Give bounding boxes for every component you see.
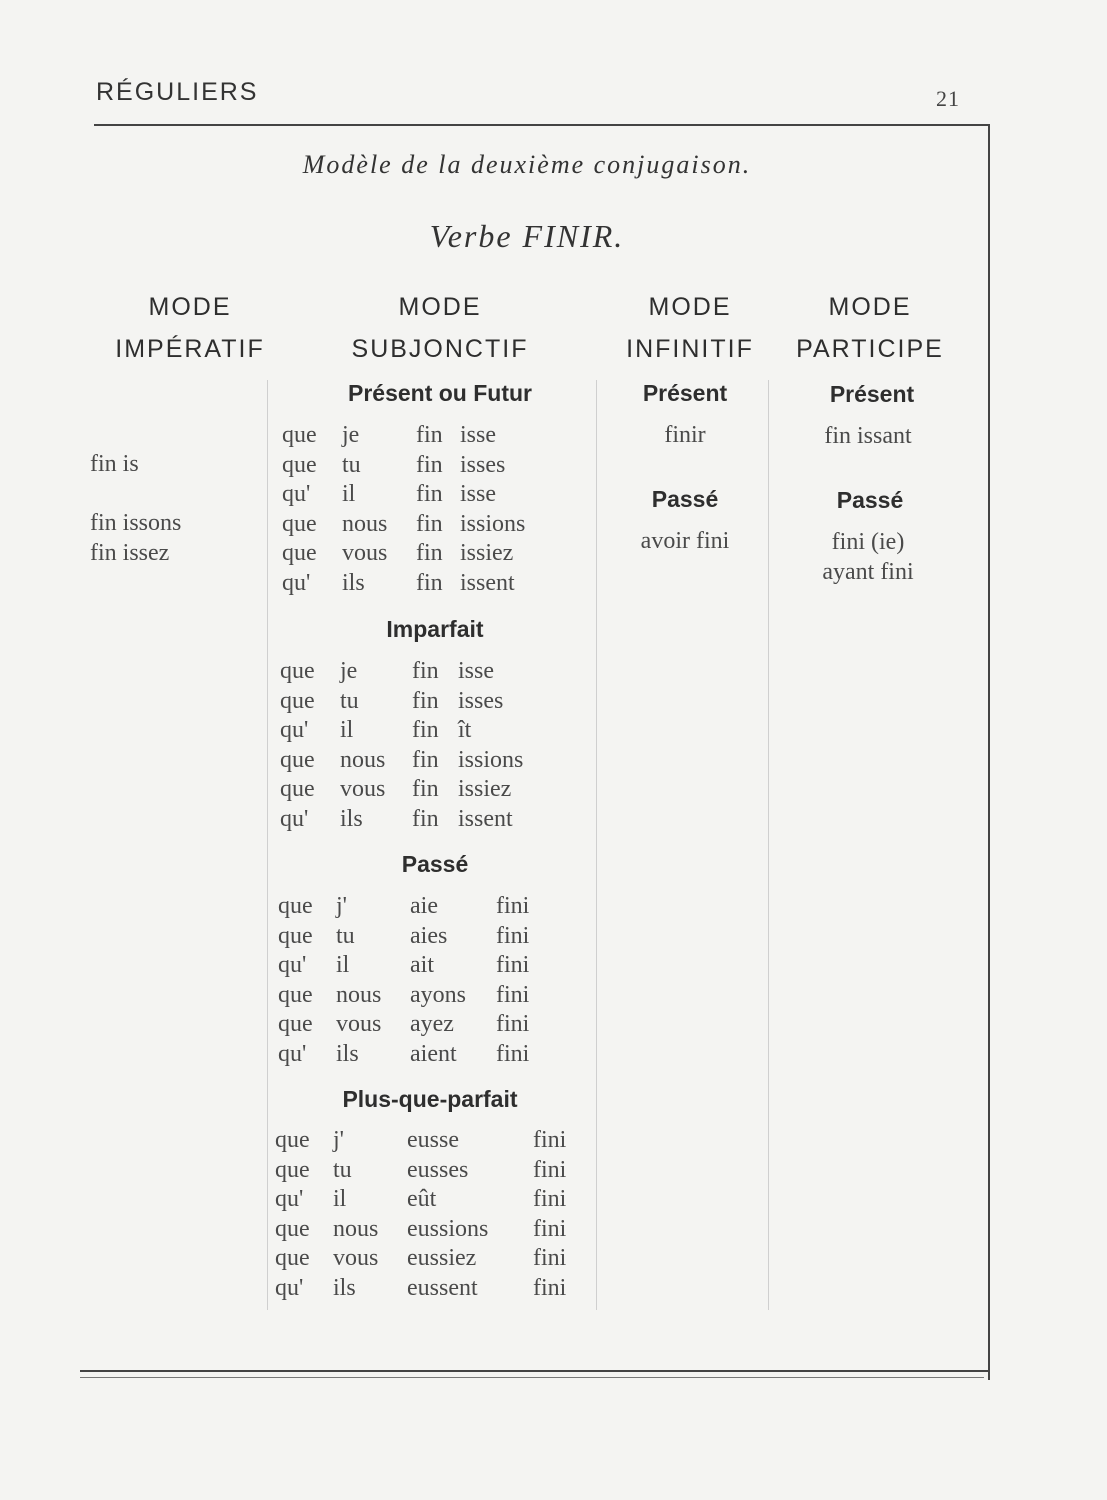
- mode-subjonctif-heading: [310, 286, 570, 370]
- ending-or-participle: fini: [533, 1156, 567, 1183]
- ending-or-participle: isse: [458, 658, 494, 684]
- stem-or-auxiliary: ayons: [410, 981, 466, 1008]
- conjunction: que: [280, 746, 315, 773]
- ending-or-participle: fini: [496, 1040, 530, 1067]
- imperatif-form: fin is: [90, 451, 139, 477]
- mode-infinitif-heading: [605, 286, 775, 370]
- conjugation-row: [282, 510, 582, 540]
- ending-or-participle: fini: [496, 922, 530, 949]
- stem-or-auxiliary: eusse: [407, 1127, 459, 1153]
- column-divider: [596, 380, 597, 1310]
- participe-present-label: Présent: [829, 381, 915, 407]
- mode-name: SUBJONCTIF: [351, 335, 529, 363]
- pronoun: ils: [340, 805, 363, 832]
- conjugation-row: [278, 922, 578, 952]
- mode-label: MODE: [828, 293, 912, 321]
- conjugation-row: [280, 716, 580, 746]
- pronoun: j': [336, 893, 347, 919]
- column-divider: [267, 380, 268, 1310]
- conjugation-row: [280, 746, 580, 776]
- participe-present-form: fin issant: [824, 423, 912, 449]
- infinitif-passe-form: avoir fini: [640, 528, 730, 554]
- pronoun: tu: [333, 1156, 352, 1183]
- imperatif-form: [90, 480, 181, 510]
- stem-or-auxiliary: fin: [416, 540, 443, 566]
- pronoun: vous: [333, 1245, 379, 1271]
- conjugation-row: [275, 1244, 595, 1274]
- conjugation-row: [282, 480, 582, 510]
- stem-or-auxiliary: eussiez: [407, 1245, 477, 1271]
- stem-or-auxiliary: fin: [412, 717, 439, 743]
- subjonctif-imparfait-block: [280, 657, 580, 834]
- model-title: Modèle de la deuxième conjugaison.: [302, 150, 752, 179]
- stem-or-auxiliary: ait: [410, 952, 434, 978]
- pronoun: vous: [336, 1011, 382, 1037]
- ending-or-participle: fini: [496, 893, 530, 919]
- ending-or-participle: issent: [460, 569, 515, 596]
- conjunction: que: [280, 687, 315, 714]
- infinitif-present-label: Présent: [642, 380, 728, 406]
- imperatif-form: fin issons: [90, 510, 182, 536]
- mode-name: INFINITIF: [626, 335, 754, 363]
- stem-or-auxiliary: fin: [412, 746, 439, 773]
- ending-or-participle: issent: [458, 805, 513, 832]
- stem-or-auxiliary: fin: [416, 422, 443, 448]
- top-rule: [94, 124, 990, 126]
- conjunction: qu': [278, 952, 307, 978]
- stem-or-auxiliary: fin: [412, 658, 439, 684]
- ending-or-participle: isse: [460, 481, 496, 507]
- conjugation-row: [280, 687, 580, 717]
- conjugation-row: [275, 1215, 595, 1245]
- imperatif-forms: [90, 450, 181, 568]
- infinitif-present-form: finir: [664, 422, 706, 448]
- conjugation-row: [278, 1010, 578, 1040]
- conjunction: que: [282, 451, 317, 478]
- pronoun: ils: [336, 1040, 359, 1067]
- ending-or-participle: issiez: [458, 776, 512, 802]
- conjugation-row: [280, 657, 580, 687]
- conjunction: que: [280, 658, 315, 684]
- pronoun: ils: [333, 1274, 356, 1301]
- page-number: 21: [936, 86, 960, 111]
- stem-or-auxiliary: fin: [412, 687, 439, 714]
- pronoun: nous: [336, 981, 382, 1008]
- stem-or-auxiliary: eusses: [407, 1156, 469, 1183]
- pronoun: il: [340, 717, 354, 743]
- mode-name: IMPÉRATIF: [115, 335, 265, 363]
- conjunction: que: [275, 1215, 310, 1242]
- pronoun: nous: [340, 746, 386, 773]
- conjugation-row: [275, 1185, 595, 1215]
- ending-or-participle: fini: [533, 1186, 567, 1212]
- stem-or-auxiliary: eussions: [407, 1215, 489, 1242]
- ending-or-participle: fini: [533, 1245, 567, 1271]
- ending-or-participle: fini: [496, 981, 530, 1008]
- pronoun: il: [333, 1186, 347, 1212]
- pronoun: tu: [342, 451, 361, 478]
- conjugation-row: [275, 1126, 595, 1156]
- stem-or-auxiliary: eût: [407, 1186, 437, 1212]
- right-rule: [988, 126, 990, 1380]
- conjugation-row: [282, 569, 582, 599]
- conjunction: que: [280, 776, 315, 802]
- mode-label: MODE: [398, 293, 482, 321]
- stem-or-auxiliary: aies: [410, 922, 448, 949]
- stem-or-auxiliary: fin: [416, 451, 443, 478]
- pronoun: ils: [342, 569, 365, 596]
- ending-or-participle: isse: [460, 422, 496, 448]
- pronoun: tu: [336, 922, 355, 949]
- participe-passe-form: ayant fini: [822, 558, 914, 585]
- tense-passe-label: Passé: [401, 851, 469, 877]
- ending-or-participle: issiez: [460, 540, 514, 566]
- mode-participe-heading: [780, 286, 960, 370]
- conjugation-row: [278, 981, 578, 1011]
- conjunction: qu': [282, 481, 311, 507]
- pronoun: vous: [340, 776, 386, 802]
- conjunction: que: [278, 893, 313, 919]
- pronoun: je: [340, 658, 358, 684]
- mode-name: PARTICIPE: [796, 335, 944, 363]
- conjunction: que: [275, 1127, 310, 1153]
- tense-plus-que-parfait-label: Plus-que-parfait: [342, 1086, 518, 1112]
- pronoun: nous: [342, 510, 388, 537]
- conjugation-row: [280, 805, 580, 835]
- running-head: RÉGULIERS: [96, 78, 259, 106]
- ending-or-participle: issions: [458, 746, 524, 773]
- ending-or-participle: issions: [460, 510, 526, 537]
- participe-passe-label: Passé: [836, 487, 904, 513]
- conjunction: qu': [280, 805, 309, 832]
- conjunction: qu': [275, 1274, 304, 1301]
- conjunction: que: [282, 540, 317, 566]
- conjugation-row: [282, 539, 582, 569]
- conjunction: que: [275, 1156, 310, 1183]
- conjugation-row: [278, 951, 578, 981]
- participe-passe-form: fini (ie): [831, 529, 905, 555]
- ending-or-participle: fini: [533, 1127, 567, 1153]
- stem-or-auxiliary: ayez: [410, 1011, 454, 1037]
- mode-imperatif-heading: [90, 286, 290, 370]
- tense-imparfait-label: Imparfait: [386, 616, 484, 642]
- stem-or-auxiliary: aient: [410, 1040, 457, 1067]
- conjugation-row: [278, 892, 578, 922]
- conjugation-row: [282, 451, 582, 481]
- conjugation-row: [280, 775, 580, 805]
- subjonctif-passe-block: [278, 892, 578, 1069]
- stem-or-auxiliary: eussent: [407, 1274, 478, 1301]
- pronoun: il: [342, 481, 356, 507]
- conjunction: que: [278, 1011, 313, 1037]
- conjunction: qu': [282, 569, 311, 596]
- subjonctif-plus-que-parfait-block: [275, 1126, 595, 1303]
- conjunction: que: [282, 510, 317, 537]
- conjunction: qu': [275, 1186, 304, 1212]
- conjunction: qu': [278, 1040, 307, 1067]
- conjunction: que: [278, 922, 313, 949]
- pronoun: j': [333, 1127, 344, 1153]
- pronoun: tu: [340, 687, 359, 714]
- subjonctif-present-block: [282, 421, 582, 598]
- pronoun: il: [336, 952, 350, 978]
- ending-or-participle: fini: [496, 1011, 530, 1037]
- ending-or-participle: fini: [496, 952, 530, 978]
- conjunction: qu': [280, 717, 309, 743]
- stem-or-auxiliary: fin: [412, 805, 439, 832]
- stem-or-auxiliary: fin: [416, 569, 443, 596]
- ending-or-participle: isses: [458, 687, 504, 714]
- ending-or-participle: fini: [533, 1274, 567, 1301]
- pronoun: vous: [342, 540, 388, 566]
- stem-or-auxiliary: aie: [410, 893, 438, 919]
- ending-or-participle: fini: [533, 1215, 567, 1242]
- pronoun: nous: [333, 1215, 379, 1242]
- conjunction: que: [275, 1245, 310, 1271]
- pronoun: je: [342, 422, 360, 448]
- stem-or-auxiliary: fin: [416, 510, 443, 537]
- imperatif-form: fin issez: [90, 539, 170, 566]
- conjugation-row: [275, 1274, 595, 1304]
- bottom-rule: [80, 1370, 988, 1372]
- tense-present-label: Présent ou Futur: [347, 380, 532, 406]
- mode-label: MODE: [148, 293, 232, 321]
- ending-or-participle: ît: [458, 717, 472, 743]
- stem-or-auxiliary: fin: [416, 481, 443, 507]
- stem-or-auxiliary: fin: [412, 776, 439, 802]
- conjugation-row: [282, 421, 582, 451]
- conjugation-row: [278, 1040, 578, 1070]
- conjunction: que: [282, 422, 317, 448]
- bottom-rule-thin: [80, 1377, 984, 1378]
- column-divider: [768, 380, 769, 1310]
- infinitif-passe-label: Passé: [651, 486, 719, 512]
- mode-label: MODE: [648, 293, 732, 321]
- ending-or-participle: isses: [460, 451, 506, 478]
- verb-title: Verbe FINIR.: [429, 218, 625, 254]
- participe-passe-forms: [778, 528, 958, 587]
- conjugation-row: [275, 1156, 595, 1186]
- conjunction: que: [278, 981, 313, 1008]
